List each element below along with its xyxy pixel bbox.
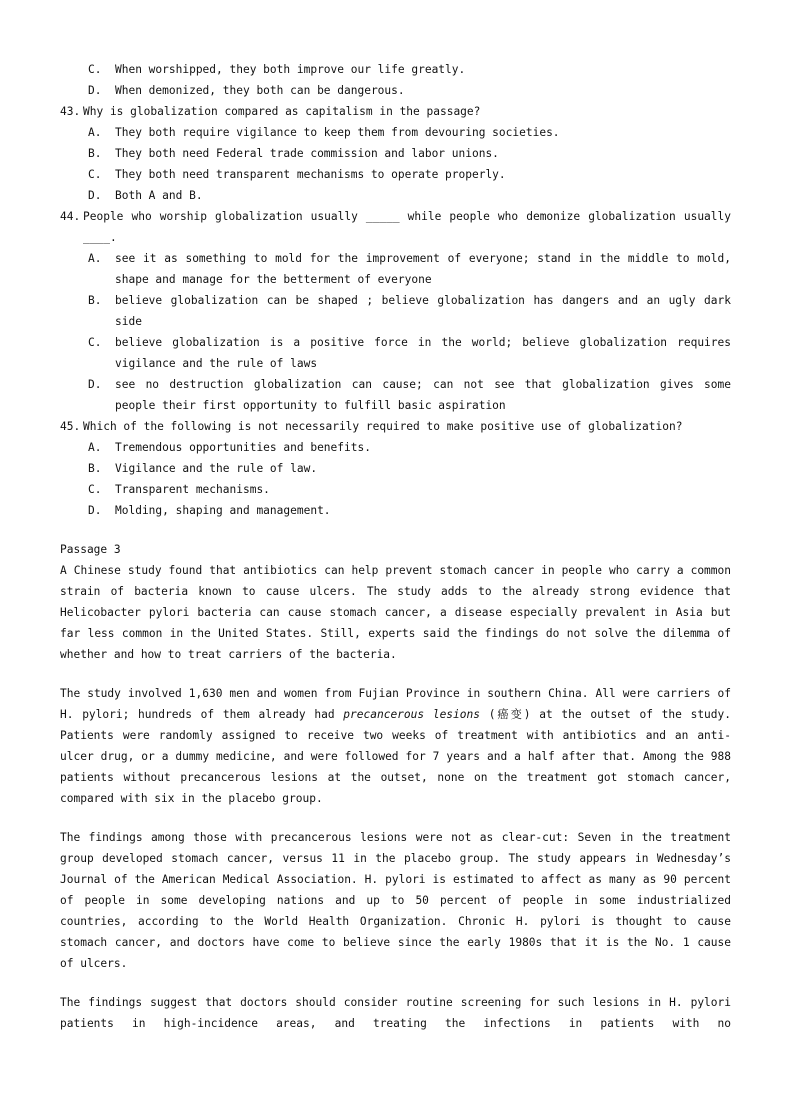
- option-text: When demonized, they both can be dangerous.: [115, 84, 405, 97]
- question-stem: [60, 206, 731, 248]
- option-text: Vigilance and the rule of law.: [115, 462, 318, 475]
- option-a: [60, 437, 731, 458]
- option-c: [60, 164, 731, 185]
- option-text: believe globalization is a positive force in the world; believe globalization requires vigilance and the rule of laws: [115, 336, 731, 370]
- option-text: believe globalization can be shaped ; believe globalization has dangers and an ugly dark side: [115, 294, 731, 328]
- option-letter: A.: [88, 126, 102, 139]
- passage-3: [60, 539, 731, 1034]
- option-d: [60, 80, 731, 101]
- question-text: Why is globalization compared as capitalism in the passage?: [83, 105, 481, 118]
- passage-paragraph: [60, 683, 731, 809]
- option-d: [60, 500, 731, 521]
- option-b: [60, 290, 731, 332]
- option-letter: A.: [88, 252, 102, 265]
- option-text: Molding, shaping and management.: [115, 504, 331, 517]
- question-45: [60, 416, 731, 521]
- question-number: 44.: [60, 210, 81, 223]
- question-stem: [60, 101, 731, 122]
- option-b: [60, 458, 731, 479]
- paragraph-text: (癌变) at the outset of the study. Patients were randomly assigned to receive two weeks of treatment with antibiotics and an anti-ulcer drug, or a dummy medicine, and were followed for 7 years and a half after that. Among the 988 patients without precancerous lesions at the outset, none on the treatment got stomach cancer, compared with six in the placebo group.: [60, 708, 731, 805]
- question-42-options: [60, 59, 731, 101]
- option-letter: D.: [88, 84, 102, 97]
- option-a: [60, 122, 731, 143]
- paragraph-text: The study involved 1,630 men and women from Fujian Province in southern China. All were carriers of H. pylori; hundreds of them already had: [60, 687, 731, 721]
- option-text: They both need transparent mechanisms to operate properly.: [115, 168, 506, 181]
- option-letter: C.: [88, 336, 102, 349]
- option-text: see no destruction globalization can cause; can not see that globalization gives some people their first opportunity to fulfill basic aspiration: [115, 378, 731, 412]
- option-letter: C.: [88, 168, 102, 181]
- option-letter: C.: [88, 483, 102, 496]
- option-text: They both require vigilance to keep them from devouring societies.: [115, 126, 560, 139]
- option-text: see it as something to mold for the improvement of everyone; stand in the middle to mold, shape and manage for the betterment of everyone: [115, 252, 731, 286]
- option-c: [60, 332, 731, 374]
- option-text: When worshipped, they both improve our life greatly.: [115, 63, 466, 76]
- option-d: [60, 374, 731, 416]
- option-text: Tremendous opportunities and benefits.: [115, 441, 371, 454]
- option-a: [60, 248, 731, 290]
- question-number: 43.: [60, 105, 81, 118]
- passage-paragraph: The findings suggest that doctors should consider routine screening for such lesions in H. pylori patients in high-incidence areas, and treating the infections in patients with no: [60, 996, 731, 1030]
- question-stem: [60, 416, 731, 437]
- option-letter: C.: [88, 63, 102, 76]
- passage-paragraph: The findings among those with precancerous lesions were not as clear-cut: Seven in the treatment group developed stomach cancer, versus 11 in the placebo group. The study appears in Wednesday’s Journal of the American Medical Association. H. pylori is estimated to affect as many as 90 percent of people in some developing nations and up to 50 percent of people in some industrialized countries, according to the World Health Organization. Chronic H. pylori is thought to cause stomach cancer, and doctors have come to believe since the early 1980s that it is the No. 1 cause of ulcers.: [60, 831, 731, 970]
- option-text: Both A and B.: [115, 189, 203, 202]
- option-letter: B.: [88, 294, 102, 307]
- option-d: [60, 185, 731, 206]
- exam-page: [60, 59, 731, 1034]
- option-letter: D.: [88, 378, 102, 391]
- option-letter: A.: [88, 441, 102, 454]
- option-c: [60, 479, 731, 500]
- option-letter: B.: [88, 147, 102, 160]
- italic-term: precancerous lesions: [343, 708, 480, 721]
- question-text: People who worship globalization usually _____ while people who demonize globalization usually ____.: [83, 210, 731, 244]
- option-letter: D.: [88, 189, 102, 202]
- option-letter: B.: [88, 462, 102, 475]
- option-text: They both need Federal trade commission and labor unions.: [115, 147, 499, 160]
- option-letter: D.: [88, 504, 102, 517]
- question-43: [60, 101, 731, 206]
- question-44: [60, 206, 731, 416]
- question-text: Which of the following is not necessarily required to make positive use of globalization?: [83, 420, 683, 433]
- option-b: [60, 143, 731, 164]
- question-number: 45.: [60, 420, 81, 433]
- option-text: Transparent mechanisms.: [115, 483, 270, 496]
- option-c: [60, 59, 731, 80]
- passage-heading: Passage 3: [60, 543, 121, 556]
- passage-paragraph: A Chinese study found that antibiotics can help prevent stomach cancer in people who carry a common strain of bacteria known to cause ulcers. The study adds to the already strong evidence that Helicobacter pylori bacteria can cause stomach cancer, a disease especially prevalent in Asia but far less common in the United States. Still, experts said the findings do not solve the dilemma of whether and how to treat carriers of the bacteria.: [60, 564, 731, 661]
